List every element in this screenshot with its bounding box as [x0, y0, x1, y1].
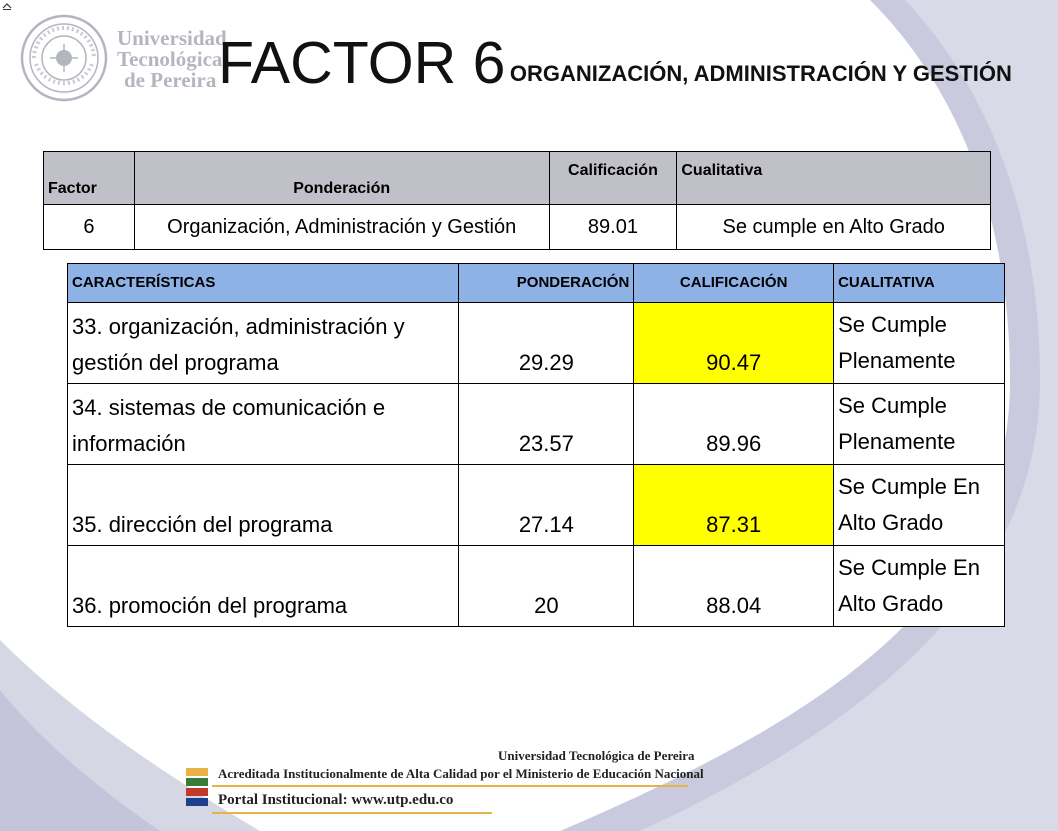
footer-stripe-blue-icon [186, 798, 208, 806]
header-caracteristicas: CARACTERÍSTICAS [68, 264, 459, 303]
row-36-calificacion: 88.04 [634, 546, 834, 627]
cell-calificacion: 89.01 [549, 205, 677, 250]
logo-line-1: Universidad [117, 26, 227, 50]
cell-factor: 6 [44, 205, 135, 250]
row-34-ponderacion: 23.57 [459, 384, 634, 465]
title-main: FACTOR 6 [218, 30, 506, 96]
title-subtitle: ORGANIZACIÓN, ADMINISTRACIÓN Y GESTIÓN [509, 61, 1012, 86]
header-ponderacion: PONDERACIÓN [459, 264, 634, 303]
characteristics-table [67, 263, 1005, 627]
table-row [68, 303, 1005, 384]
footer-stripe-yellow-icon [186, 768, 208, 776]
row-36-cualitativa: Se Cumple En Alto Grado [834, 546, 1005, 627]
characteristics-table-header [68, 264, 1005, 303]
header-calificacion: CALIFICACIÓN [634, 264, 834, 303]
row-34-cualitativa: Se Cumple Plenamente [834, 384, 1005, 465]
cell-cualitativa: Se cumple en Alto Grado [677, 205, 991, 250]
row-36-caracteristica: 36. promoción del programa [68, 546, 459, 627]
header-factor: Factor [44, 152, 135, 205]
factor-table-header [44, 152, 991, 205]
footer [182, 748, 702, 818]
factor-summary-table [43, 151, 991, 250]
table-row [68, 465, 1005, 546]
footer-stripe-green-icon [186, 778, 208, 786]
footer-rule [212, 785, 688, 787]
table-row [68, 546, 1005, 627]
factor-table-row [44, 205, 991, 250]
header-cualitativa: CUALITATIVA [834, 264, 1005, 303]
footer-university: Universidad Tecnológica de Pereira [498, 748, 695, 763]
footer-accreditation: Acreditada Institucionalmente de Alta Calidad por el Ministerio de Educación Nacional [218, 766, 704, 781]
row-35-caracteristica: 35. dirección del programa [68, 465, 459, 546]
header-ponderacion: Ponderación [134, 152, 549, 205]
footer-rule [212, 812, 492, 814]
row-34-calificacion: 89.96 [634, 384, 834, 465]
page-title [218, 30, 1012, 96]
row-33-ponderacion: 29.29 [459, 303, 634, 384]
footer-stripe-red-icon [186, 788, 208, 796]
row-33-calificacion: 90.47 [634, 303, 834, 384]
university-logo [20, 14, 227, 104]
row-35-cualitativa: Se Cumple En Alto Grado [834, 465, 1005, 546]
table-row [68, 384, 1005, 465]
logo-line-2: Tecnológica [117, 47, 223, 71]
header-cualitativa: Cualitativa [677, 152, 991, 205]
header-calificacion: Calificación [549, 152, 677, 205]
row-35-calificacion: 87.31 [634, 465, 834, 546]
footer-portal-link[interactable]: Portal Institucional: www.utp.edu.co [218, 792, 454, 808]
row-34-caracteristica: 34. sistemas de comunicación e información [68, 384, 459, 465]
logo-line-3: de Pereira [124, 68, 217, 92]
row-33-cualitativa: Se Cumple Plenamente [834, 303, 1005, 384]
row-36-ponderacion: 20 [459, 546, 634, 627]
row-33-caracteristica: 33. organización, administración y gestión del programa [68, 303, 459, 384]
row-35-ponderacion: 27.14 [459, 465, 634, 546]
nav-up-arrow-icon[interactable] [2, 2, 12, 10]
university-seal-icon [20, 14, 108, 102]
cell-ponderacion: Organización, Administración y Gestión [134, 205, 549, 250]
